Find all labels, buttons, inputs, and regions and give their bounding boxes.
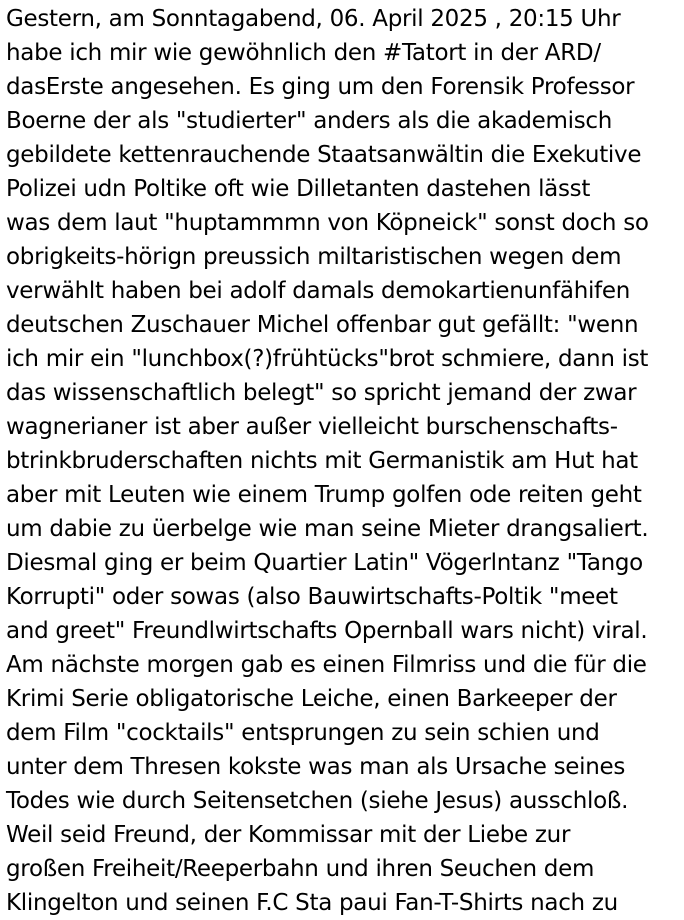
text-line: Boerne der als "studierter" anders als die akademisch	[6, 108, 613, 134]
text-line: wagnerianer ist aber außer vielleicht burschenschafts-	[6, 414, 618, 440]
text-line: was dem laut "huptammmn von Köpneick" sonst doch so	[6, 210, 649, 236]
text-line: ich mir ein "lunchbox(?)frühtücks"brot schmiere, dann ist	[6, 346, 649, 372]
text-line: dem Film "cocktails" entsprungen zu sein schien und	[6, 720, 600, 746]
text-line: Gestern, am Sonntagabend, 06. April 2025 , 20:15 Uhr	[6, 6, 621, 32]
text-line: btrinkbruderschaften nichts mit Germanistik am Hut hat	[6, 448, 638, 474]
text-line: Polizei udn Poltike oft wie Dilletanten dastehen lässt	[6, 176, 591, 202]
text-line: gebildete kettenrauchende Staatsanwältin die Exekutive	[6, 142, 642, 168]
text-line: Diesmal ging er beim Quartier Latin" Vögerlntanz "Tango	[6, 550, 643, 576]
text-line: verwählt haben bei adolf damals demokartienunfähifen	[6, 278, 630, 304]
text-line: unter dem Thresen kokste was man als Ursache seines	[6, 754, 626, 780]
text-line: aber mit Leuten wie einem Trump golfen ode reiten geht	[6, 482, 642, 508]
text-line: Krimi Serie obligatorische Leiche, einen Barkeeper der	[6, 686, 617, 712]
text-line: Korrupti" oder sowas (also Bauwirtschafts-Poltik "meet	[6, 584, 618, 610]
text-line: Klingelton und seinen F.C Sta paui Fan-T-Shirts nach zu	[6, 890, 618, 916]
text-line: großen Freiheit/Reeperbahn und ihren Seuchen dem	[6, 856, 595, 882]
text-block	[6, 2, 682, 920]
text-line: deutschen Zuschauer Michel offenbar gut gefällt: "wenn	[6, 312, 639, 338]
text-line: habe ich mir wie gewöhnlich den #Tatort in der ARD/	[6, 40, 601, 66]
text-line: Todes wie durch Seitensetchen (siehe Jesus) ausschloß.	[6, 788, 629, 814]
text-line: and greet" Freundlwirtschafts Opernball wars nicht) viral.	[6, 618, 648, 644]
text-line: obrigkeits-hörign preussich miltaristischen wegen dem	[6, 244, 622, 270]
text-line: das wissenschaftlich belegt" so spricht jemand der zwar	[6, 380, 637, 406]
text-line: Am nächste morgen gab es einen Filmriss und die für die	[6, 652, 647, 678]
text-line: Weil seid Freund, der Kommissar mit der Liebe zur	[6, 822, 571, 848]
text-line: um dabie zu üerbelge wie man seine Mieter drangsaliert.	[6, 516, 649, 542]
text-line: dasErste angesehen. Es ging um den Forensik Professor	[6, 74, 635, 100]
